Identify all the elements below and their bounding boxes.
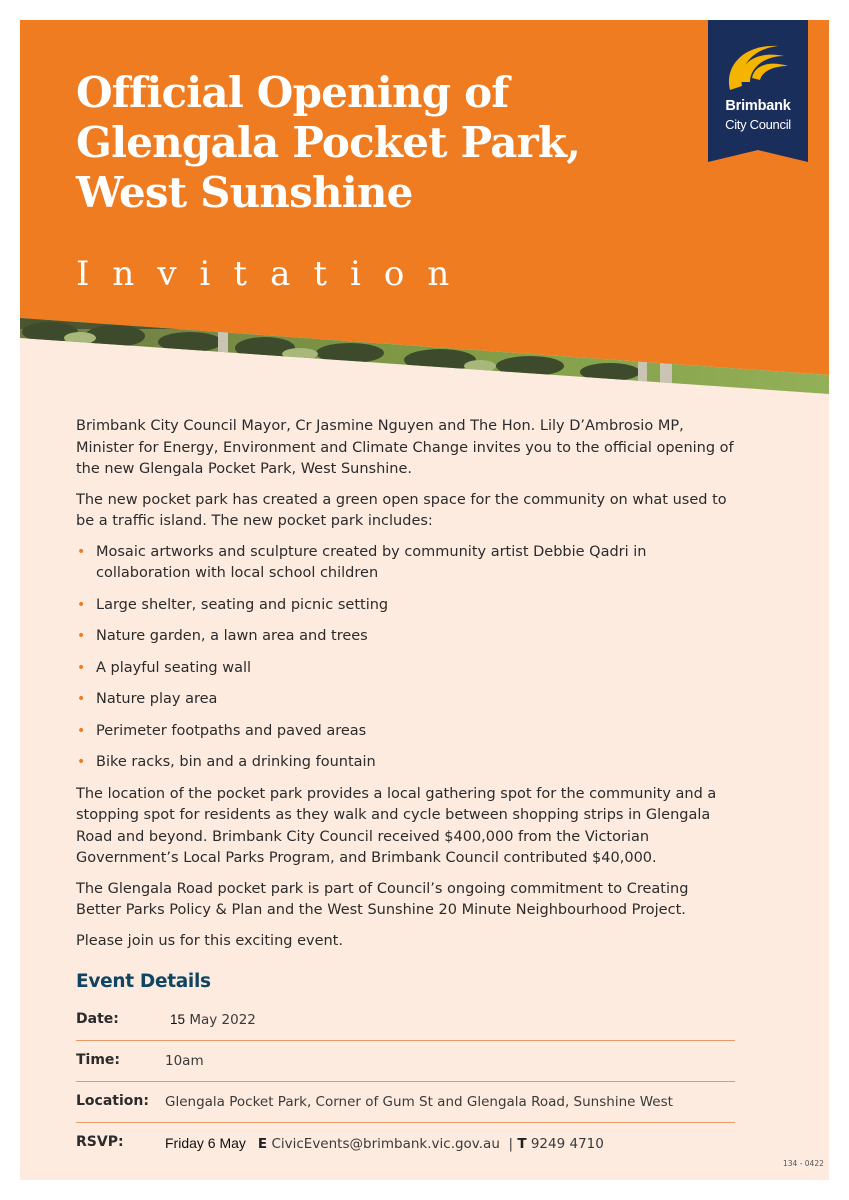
commitment-paragraph: The Glengala Road pocket park is part of Council’s ongoing commitment to Creating Better Parks Policy & Plan and the West Sunshine 20 Minute Neighbourhood Project. [76,880,689,918]
feature-text: Perimeter footpaths and paved areas [96,722,367,739]
bullet-icon: • [77,659,86,676]
title-line: West Sunshine [76,168,413,217]
location-paragraph: The location of the pocket park provides a local gathering spot for the community and a stopping spot for residents as they walk and cycle between shopping strips in Glengala Road and beyond. Brimbank City Council received $400,000 from the Victorian Government’s Local Parks Program, and Brimbank Council contributed $40,000. [76,785,717,866]
time-row [76,1041,735,1082]
feature-text: Mosaic artworks and sculpture created by community artist Debbie Qadri in collaboration with local school children [96,543,647,581]
rsvp-row [76,1123,735,1163]
invitation-body [76,416,736,961]
time-label: Time: [76,1052,121,1068]
closing-paragraph: Please join us for this exciting event. [76,932,343,949]
page-title [76,68,696,218]
event-details-heading: Event Details [76,971,211,992]
feature-item [76,721,736,743]
location-row [76,1082,735,1123]
logo-subname: City Council [725,117,791,132]
feature-item [76,689,736,711]
brimbank-logo [708,20,808,162]
includes-paragraph: The new pocket park has created a green open space for the community on what used to be a traffic island. The new pocket park includes: [76,491,727,529]
date-value [170,1012,256,1028]
date-row [76,1000,735,1041]
rsvp-separator: | [508,1136,514,1152]
logo-badge [708,20,808,162]
rsvp-label: RSVP: [76,1134,124,1150]
event-details-table [76,1000,735,1163]
rsvp-email-link[interactable]: CivicEvents@brimbank.vic.gov.au [271,1136,500,1152]
header-banner [20,20,829,400]
document-code: 134 - 0422 [783,1159,824,1168]
feature-item [76,595,736,617]
feature-item [76,752,736,774]
rsvp-date: Friday 6 May [165,1135,246,1151]
invitation-subtitle: Invitation [76,254,473,294]
logo-name: Brimbank [725,98,791,114]
feature-text: Large shelter, seating and picnic setting [96,596,389,613]
bullet-icon: • [77,722,86,739]
feature-text: Nature garden, a lawn area and trees [96,628,368,644]
bullet-icon: • [77,596,86,613]
feature-text: A playful seating wall [96,659,252,676]
feature-item [76,658,736,680]
feature-item [76,542,736,585]
rsvp-phone: 9249 4710 [530,1136,604,1152]
features-list [76,542,736,774]
invitation-page [20,20,829,1180]
rsvp-value [165,1135,604,1152]
bullet-icon: • [77,628,86,644]
intro-paragraph: Brimbank City Council Mayor, Cr Jasmine Nguyen and The Hon. Lily D’Ambrosio MP, Minister for Energy, Environment and Climate Change invites you to the official opening of the new Glengala Pocket Park, West Sunshine. [76,418,734,477]
feature-text: Bike racks, bin and a drinking fountain [96,754,376,770]
date-label: Date: [76,1011,119,1027]
feature-item [76,626,736,648]
location-label: Location: [76,1093,149,1109]
title-line: Official Opening of [76,68,509,117]
location-value: Glengala Pocket Park, Corner of Gum St and Glengala Road, Sunshine West [165,1094,673,1110]
title-line: Glengala Pocket Park, [76,118,581,167]
email-prefix: E [257,1136,268,1152]
bullet-icon: • [77,543,86,560]
bullet-icon: • [77,754,86,770]
date-month-year: May 2022 [189,1012,256,1028]
date-day: 15 [170,1012,186,1027]
time-value: 10am [165,1053,204,1069]
feature-text: Nature play area [96,691,218,707]
phone-prefix: T [517,1136,527,1152]
bullet-icon: • [77,691,86,707]
